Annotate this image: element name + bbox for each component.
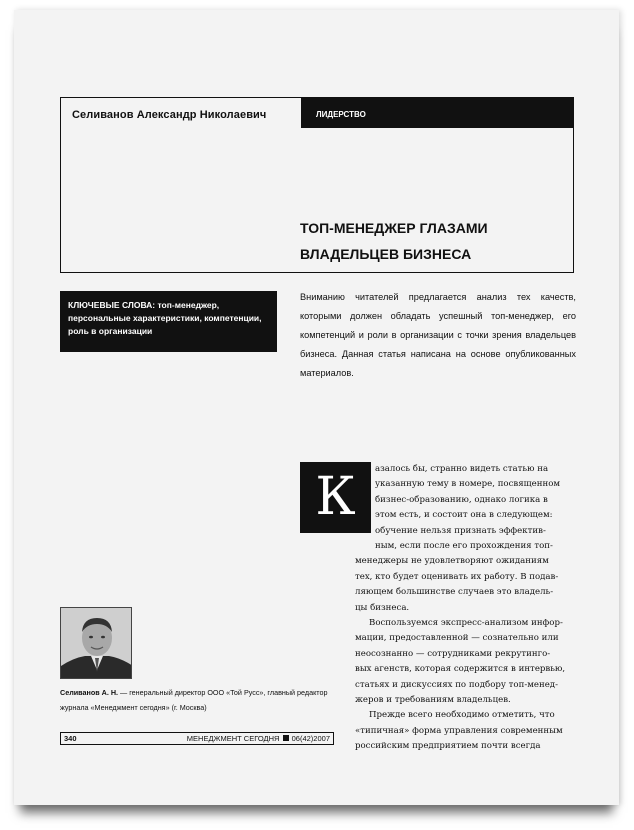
article-line: менеджеры не удовлетворяют ожиданиям (355, 556, 549, 567)
article-line: статьях и дискуссиях по подбору топ-менед- (355, 679, 558, 690)
keywords-box: КЛЮЧЕВЫЕ СЛОВА: топ-менеджер, персональные характеристики, компетенции, роль в организации (60, 291, 277, 352)
article-line: Воспользуемся экспресс-анализом инфор- (369, 618, 563, 628)
article-line: азалось бы, странно видеть статью на (375, 464, 549, 474)
article-line: неосознанно — сотрудниками рекрутинго- (355, 648, 551, 659)
title-line-1: ТОП-МЕНЕДЖЕР ГЛАЗАМИ (300, 220, 488, 236)
article-line: тех, кто будет оценивать их работу. В подав- (355, 571, 559, 582)
author-name: Селиванов Александр Николаевич (72, 109, 267, 121)
issue-number: 06(42)2007 (291, 734, 330, 743)
article-title (300, 215, 488, 267)
photo-caption (60, 685, 340, 715)
square-icon (283, 735, 289, 741)
caption-text: — генеральный директор ООО «Той Русс», главный редактор журнала «Менеджмент сегодня» (г. Москва) (60, 688, 328, 712)
article-line: российским предприятием почти всегда (355, 741, 541, 752)
article-line: цы бизнеса. (355, 602, 410, 613)
article-line: ляющем большинстве случаев это владель- (355, 587, 554, 598)
journal-info (187, 734, 330, 743)
article-line: жеров и требованиям владельцев. (355, 695, 511, 705)
article-line: бизнес-образованию, однако логика в (375, 494, 548, 505)
title-line-2: ВЛАДЕЛЬЦЕВ БИЗНЕСА (300, 246, 472, 262)
journal-name: МЕНЕДЖМЕНТ СЕГОДНЯ (186, 734, 280, 743)
article-line: этом есть, и состоит она в следующем: (375, 510, 553, 521)
article-line: ным, если после его прохождения топ- (375, 541, 553, 551)
page-footer (60, 732, 334, 745)
article-line: Прежде всего необходимо отметить, что (369, 710, 555, 721)
lead-paragraph: Вниманию читателей предлагается анализ тех качеств, которыми должен обладать успешный топ-менеджер, его компетенций и роли в организации с точки зрения владельцев бизнеса. Данная статья написана на основе опубликованных материалов. (300, 292, 576, 378)
magazine-page (14, 10, 619, 805)
page-number: 340 (64, 734, 77, 743)
article-line: мации, предоставленной — сознательно или (355, 633, 559, 644)
section-label: ЛИДЕРСТВО (301, 97, 574, 128)
author-photo (60, 607, 132, 679)
drop-cap: К (300, 462, 371, 533)
article-line: «типичная» форма управления современным (355, 725, 563, 736)
article-line: указанную тему в номере, посвященном (375, 479, 561, 490)
article-line: вых агенств, которая содержится в интервью, (355, 664, 566, 675)
article-line: обучение нельзя признать эффектив- (375, 525, 546, 536)
caption-name: Селиванов А. Н. (60, 688, 119, 697)
